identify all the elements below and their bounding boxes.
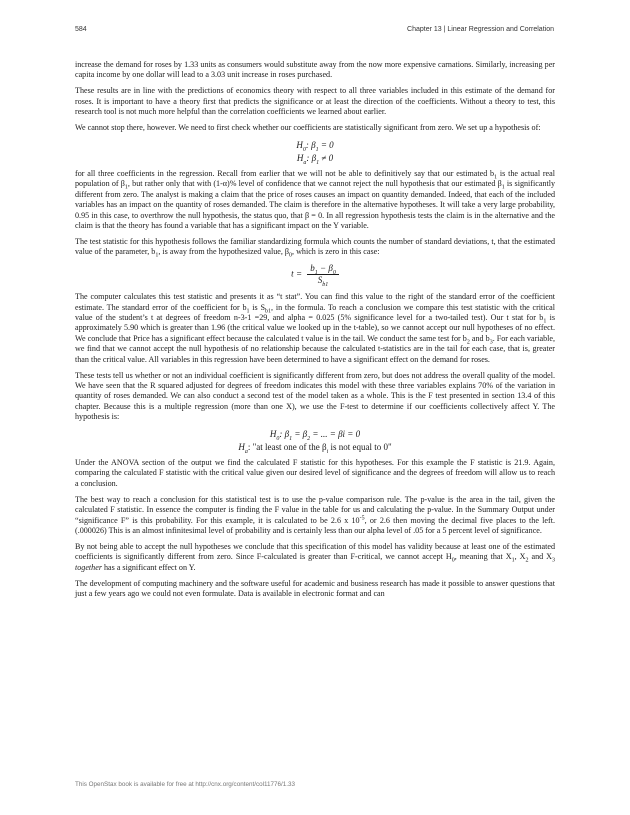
paragraph: The test statistic for this hypothesis follows the familiar standardizing formula which counts the number of standard deviations, t, that the estimated value of the parameter, $b_1$, is away from the hypothesized value, $\beta_0$, which is zero in this case: xyxy=(75,236,555,259)
paragraph: increase the demand for roses by 1.33 units as consumers would substitute away from the now more expensive carnations. Similarly, increasing per capita income by one dollar will lead to a 3.03 unit increase in roses purchased. xyxy=(75,60,555,80)
paragraph: The best way to reach a conclusion for this statistical test is to use the p-value comparison rule. The p-value is the area in the tail, given the calculated F statistic. In essence the computer is finding the F value in the table for us and calculating the p-value. In the Summary Output under “significance F” is this probability. For this example, it is calculated to be 2.6 x $10^{-5}$, or 2.6 then moving the decimal five places to the left. (.000026) This is an almost infinitesimal level of probability and is certainly less than our alpha level of .05 for a 5 percent level of significance. xyxy=(75,494,555,535)
page-footer: This OpenStax book is available for free at http://cnx.org/content/col11776/1.33 xyxy=(75,781,296,788)
paragraph: for all three coefficients in the regression. Recall from earlier that we will not be able to definitively say that our estimated $b_1$ is the actual real population of $\beta_1$, but rather only that with (1-α)% level of confidence that we cannot reject the null hypothesis that our estimated $\beta_1$ is significantly different from zero. The analyst is making a claim that the price of roses causes an impact on quantity demanded. Indeed, that each of the included variables has an impact on the quantity of roses demanded. The claim is therefore in the alternative hypotheses. It will take a very large probability, 0.95 in this case, to overthrow the null hypothesis, the status quo, that β = 0. In all regression hypothesis tests the claim is in the alternative and the claim is that the theory has found a variable that has a significant impact on the Y variable. xyxy=(75,168,556,230)
paragraph: These tests tell us whether or not an individual coefficient is significantly different from zero, but does not address the overall quality of the model. We have seen that the R squared adjusted for degrees of freedom indicates this model with these three variables explains 70% of the variation in quantity of roses demanded. We can also conduct a second test of the model taken as a whole. This is the F test presented in section 13.4 of this chapter. Because this is a multiple regression (more than one X), we use the F-test to determine if our coefficients collectively affect Y. The hypothesis is: xyxy=(75,370,555,422)
paragraph: The development of computing machinery and the software useful for academic and business research has made it possible to answer questions that just a few years ago we could not even formulate. Data is available in electronic format and can xyxy=(75,578,555,599)
test-statistic-equation: t = $\frac{b_1 - \beta_0}{S_{b1}}$ xyxy=(75,263,555,286)
paragraph: Under the ANOVA section of the output we find the calculated F statistic for this hypotheses. For this example the F statistic is 21.9. Again, comparing the calculated F statistic with the critical value given our desired level of significance and the degrees of freedom will allow us to reach a conclusion. xyxy=(75,458,555,488)
page-number: 584 xyxy=(75,26,87,33)
paragraph: By not being able to accept the null hypotheses we conclude that this specification of this model has validity because at least one of the estimated coefficients is significantly different from zero. Since F-calculated is greater than F-critical, we cannot accept $H_0$, meaning that $X_1$, $X_2$ and $X_3$ together has a significant effect on Y. xyxy=(75,541,556,572)
hypothesis-equation-2: $H_0$: $\beta_1 = \beta_2$ = ... = βi = 0 $H_a$: "at least one of the $\beta_i$ is not equal to 0" xyxy=(238,429,392,455)
paragraph: These results are in line with the predictions of economics theory with respect to all three variables included in this estimate of the demand for roses. It is important to have a theory first that predicts the significance or at least the direction of the coefficients. Without a theory to test, this research tool is not much more helpful than the correlation coefficients we learned about earlier. xyxy=(75,86,555,117)
chapter-title: Chapter 13 | Linear Regression and Correlation xyxy=(407,26,554,33)
paragraph: We cannot stop there, however. We need to first check whether our coefficients are statistically significant from zero. We set up a hypothesis of: xyxy=(75,123,541,133)
paragraph: The computer calculates this test statistic and presents it as “t stat”. You can find this value to the right of the standard error of the coefficient estimate. The standard error of the coefficient for $b_1$ is $S_{b1}$, in the formula. To reach a conclusion we compare this test statistic with the critical value of the student’s t at degrees of freedom n-3-1 =29, and alpha = 0.025 (5% significance level for a two-tailed test). Our t stat for $b_1$ is approximately 5.90 which is greater than 1.96 (the critical value we looked up in the t-table), so we cannot accept our null hypotheses of no effect. We conclude that Price has a significant effect because the calculated t value is in the tail. We conduct the same test for $b_2$ and $b_3$. For each variable, we find that we cannot accept the null hypothesis of no relationship because the calculated t-statistics are in the tail for each case, that is, greater than the critical value. All variables in this regression have been determined to have a significant effect on the demand for roses. xyxy=(75,292,556,364)
hypothesis-equation-1: $H_0$: $\beta_1 = 0$ $H_a$: $\beta_1 \ne 0$ xyxy=(296,139,334,166)
page-body xyxy=(75,60,555,605)
